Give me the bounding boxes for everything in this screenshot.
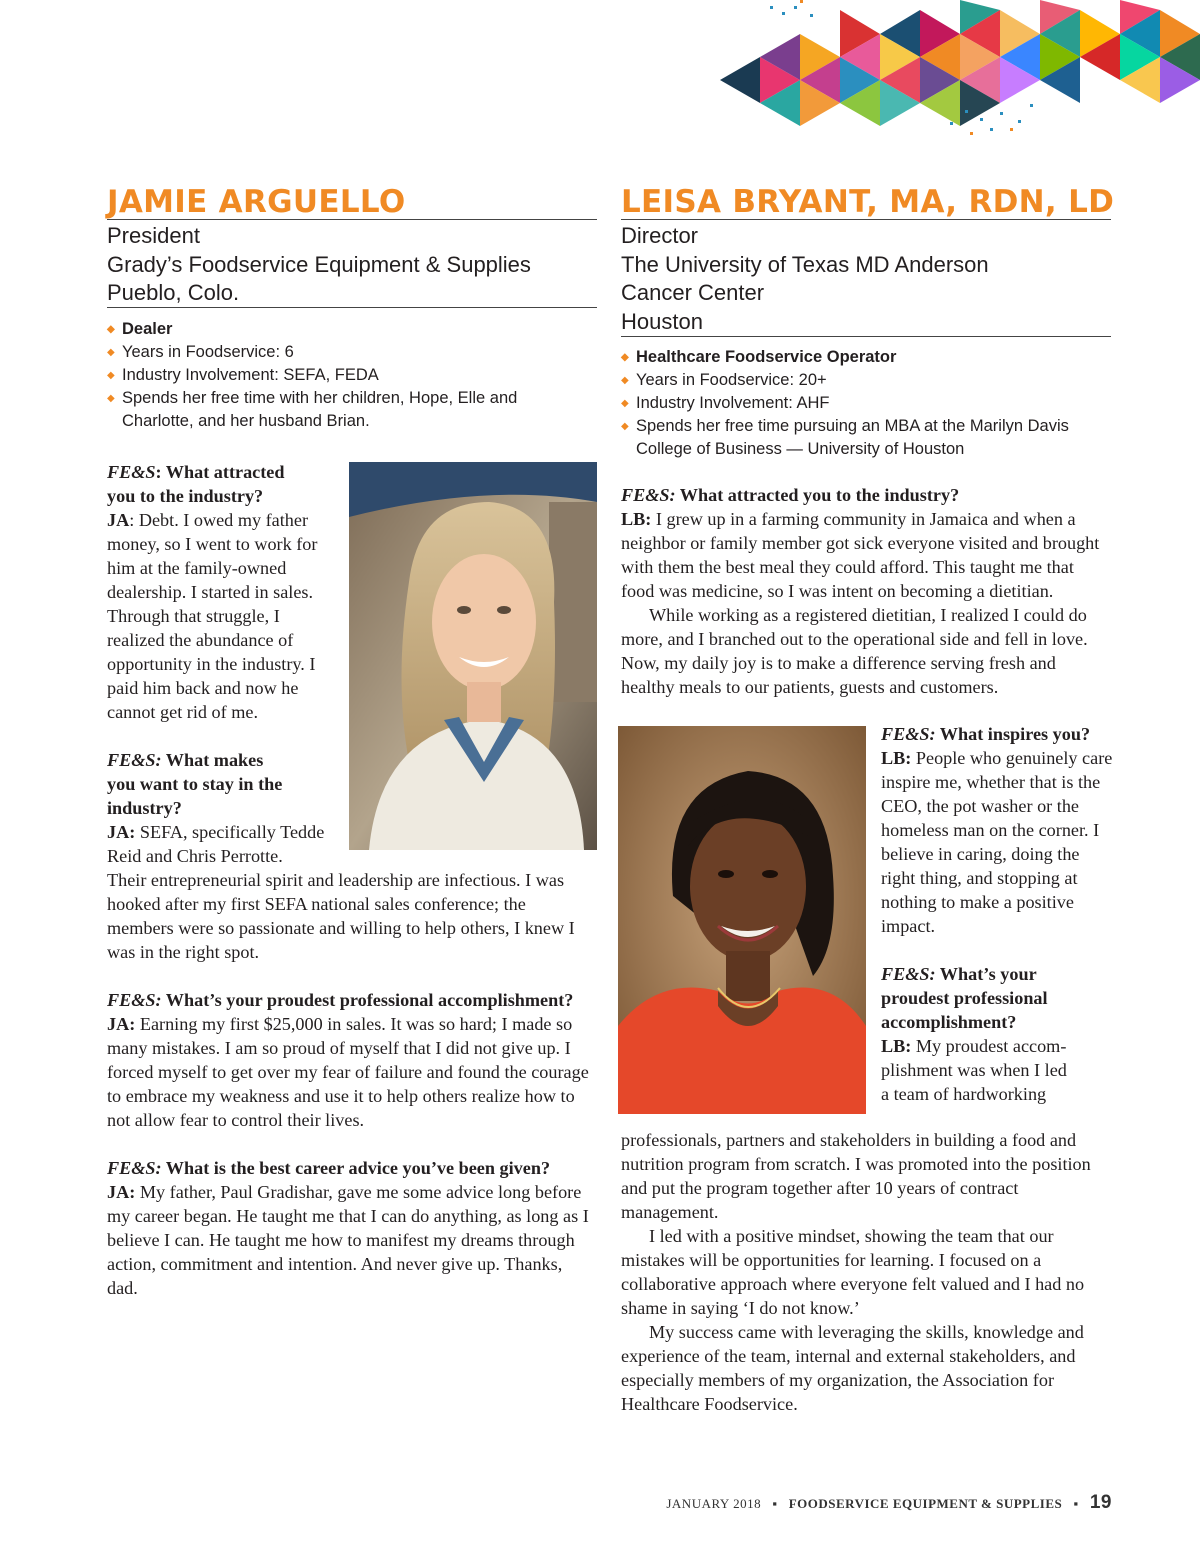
left-info-rule <box>107 307 597 308</box>
left-question-4-prefix: FE&S: <box>107 1158 162 1178</box>
left-question-3-prefix: FE&S: <box>107 990 162 1010</box>
right-answer-2-speaker: LB: <box>881 748 912 768</box>
left-facts-list <box>107 318 527 433</box>
left-question-1-prefix: FE&S <box>107 462 156 482</box>
right-profile-name: LEISA BRYANT, MA, RDN, LD <box>621 184 1115 220</box>
right-answer-1 <box>621 507 1111 603</box>
right-question-3 <box>881 962 1113 1034</box>
left-question-2-text-a: What makes <box>161 750 264 770</box>
right-org-line-1: The University of Texas MD Anderson <box>621 251 989 277</box>
left-location: Pueblo, Colo. <box>107 280 240 306</box>
right-answer-3-text-c: a team of hardworking <box>881 1084 1047 1104</box>
right-question-3-text-a: What’s your <box>935 964 1037 984</box>
right-question-1-text: What attracted you to the industry? <box>675 485 960 505</box>
right-fact-item: ◆ Spends her free time pursuing an MBA at the Marilyn Davis College of Business — University of Houston <box>621 415 1111 461</box>
left-interview <box>107 460 597 1300</box>
right-answer-3-text-a: My proudest accom- <box>911 1036 1067 1056</box>
right-fact-item: ◆ Years in Foodservice: 20+ <box>621 369 1111 392</box>
left-answer-4 <box>107 1180 597 1300</box>
left-answer-2-start <box>107 820 339 868</box>
right-answer-1-speaker: LB: <box>621 509 652 529</box>
left-answer-2-text-a: SEFA, specifically Tedde <box>135 822 325 842</box>
right-portrait-photo <box>618 726 866 1114</box>
left-name-rule <box>107 219 597 220</box>
right-question-3-text-b: proudest professional <box>881 988 1048 1008</box>
right-fact-item: ◆ Industry Involvement: AHF <box>621 392 1111 415</box>
left-profile-name: JAMIE ARGUELLO <box>107 184 406 220</box>
left-answer-1 <box>107 508 339 724</box>
right-answer-3-text-b: plishment was when I led <box>881 1060 1067 1080</box>
right-answer-2 <box>881 746 1113 938</box>
footer-date: JANUARY 2018 <box>666 1496 762 1511</box>
left-question-1-text-a: : What attracted <box>155 462 285 482</box>
left-fact-item: ◆ Spends her free time with her children, Hope, Elle and Charlotte, and her husband Brian. <box>107 387 527 433</box>
left-question-2-text-c: industry? <box>107 798 182 818</box>
left-answer-4-speaker: JA: <box>107 1182 136 1202</box>
left-answer-2-text-b: Reid and Chris Perrotte. <box>107 846 283 866</box>
left-company: Grady’s Foodservice Equipment & Supplies <box>107 251 531 277</box>
left-question-3-text: What’s your proudest professional accomplishment? <box>161 990 574 1010</box>
right-question-1-prefix: FE&S: <box>621 485 676 505</box>
left-question-2 <box>107 748 339 820</box>
right-question-3-prefix: FE&S: <box>881 964 936 984</box>
right-fact-item: ◆ Healthcare Foodservice Operator <box>621 346 1111 369</box>
right-job-title: Director <box>621 223 699 248</box>
right-answer-3-speaker: LB: <box>881 1036 912 1056</box>
right-answer-3-paragraph-2: I led with a positive mindset, showing the team that our mistakes will be opportunities for learning. I focused on a collaborative approach where everyone felt valued and I had no shame in saying ‘I do not know.’ <box>621 1226 1085 1318</box>
right-question-2 <box>881 722 1113 746</box>
page-footer <box>666 1492 1112 1514</box>
right-interview-top <box>621 483 1111 699</box>
right-name-rule <box>621 219 1111 220</box>
left-answer-4-text: My father, Paul Gradishar, gave me some advice long before my career began. He taught me that I can do anything, as long as I believe I can. He taught me how to manifest my dreams through action, commitment and intention. And never give up. Thanks, dad. <box>107 1182 589 1298</box>
left-job-title: President <box>107 223 200 248</box>
left-fact-item: ◆ Years in Foodservice: 6 <box>107 341 527 364</box>
right-answer-1-text: I grew up in a farming community in Jamaica and when a neighbor or family member got sick everyone visited and brought with them the best meal they could afford. This taught me that food was medicine, so I was intent on becoming a dietitian. <box>621 509 1100 601</box>
left-question-4-text: What is the best career advice you’ve been given? <box>161 1158 551 1178</box>
left-answer-2-rest: Their entrepreneurial spirit and leadership are infectious. I was hooked after my first SEFA national sales conference; the members were so passionate and willing to help others, I knew I was in the right spot. <box>107 870 575 962</box>
decorative-triangle-pattern <box>700 0 1200 150</box>
right-answer-1-paragraph-2: While working as a registered dietitian, I realized I could do more, and I branched out to the operational side and fell in love. Now, my daily joy is to make a difference serving fresh and healthy meals to our patients, guests and customers. <box>621 605 1088 697</box>
left-question-1 <box>107 460 339 508</box>
footer-separator: ▪ <box>772 1496 778 1511</box>
footer-separator: ▪ <box>1073 1496 1079 1511</box>
right-location: Houston <box>621 309 703 335</box>
left-question-4 <box>107 1156 597 1180</box>
left-answer-3-text: Earning my first $25,000 in sales. It was so hard; I made so many mistakes. I am so proud of myself that I did not give up. I forced myself to get over my fear of failure and found the courage to embrace my weakness and use it to help others realize how to not allow fear to control their lives. <box>107 1014 589 1130</box>
right-answer-3-rest: professionals, partners and stakeholders in building a food and nutrition program from scratch. I was promoted into the position and put the program together after 10 years of contract management. <box>621 1130 1091 1222</box>
left-answer-2-speaker: JA: <box>107 822 136 842</box>
page-number: 19 <box>1089 1492 1112 1513</box>
left-answer-1-speaker: JA <box>107 510 130 530</box>
right-answer-3-paragraph-3: My success came with leveraging the skills, knowledge and experience of the team, internal and external stakeholders, and especially members of my organization, the Association for Healthcare Foodservice. <box>621 1322 1084 1414</box>
left-profile-info <box>107 222 597 308</box>
left-question-1-text-b: you to the industry? <box>107 486 264 506</box>
left-answer-3 <box>107 1012 597 1132</box>
right-facts-list <box>621 346 1111 461</box>
right-question-2-text: What inspires you? <box>935 724 1091 744</box>
right-question-3-text-c: accomplishment? <box>881 1012 1017 1032</box>
left-fact-item: ◆ Dealer <box>107 318 527 341</box>
right-interview-bottom <box>621 1128 1111 1416</box>
right-profile-info <box>621 222 1111 337</box>
left-fact-item: ◆ Industry Involvement: SEFA, FEDA <box>107 364 527 387</box>
right-org-line-2: Cancer Center <box>621 280 765 306</box>
right-info-rule <box>621 336 1111 337</box>
right-answer-2-text: People who genuinely care inspire me, whether that is the CEO, the pot washer or the homeless man on the corner. I believe in caring, doing the right thing, and stopping at nothing to make a positive impact. <box>881 748 1113 936</box>
right-interview-side <box>881 722 1113 1106</box>
right-question-2-prefix: FE&S: <box>881 724 936 744</box>
left-question-2-prefix: FE&S: <box>107 750 162 770</box>
right-question-1 <box>621 483 1111 507</box>
left-question-3 <box>107 988 597 1012</box>
left-answer-1-text: : Debt. I owed my father money, so I went to work for him at the family-owned dealership. I started in sales. Through that struggle, I realized the abundance of opportunity in the industry. I paid him back and now he cannot get rid of me. <box>107 510 318 722</box>
footer-publication: FOODSERVICE EQUIPMENT & SUPPLIES <box>788 1496 1063 1511</box>
left-question-2-text-b: you want to stay in the <box>107 774 283 794</box>
left-answer-3-speaker: JA: <box>107 1014 136 1034</box>
right-answer-3-start <box>881 1034 1113 1106</box>
